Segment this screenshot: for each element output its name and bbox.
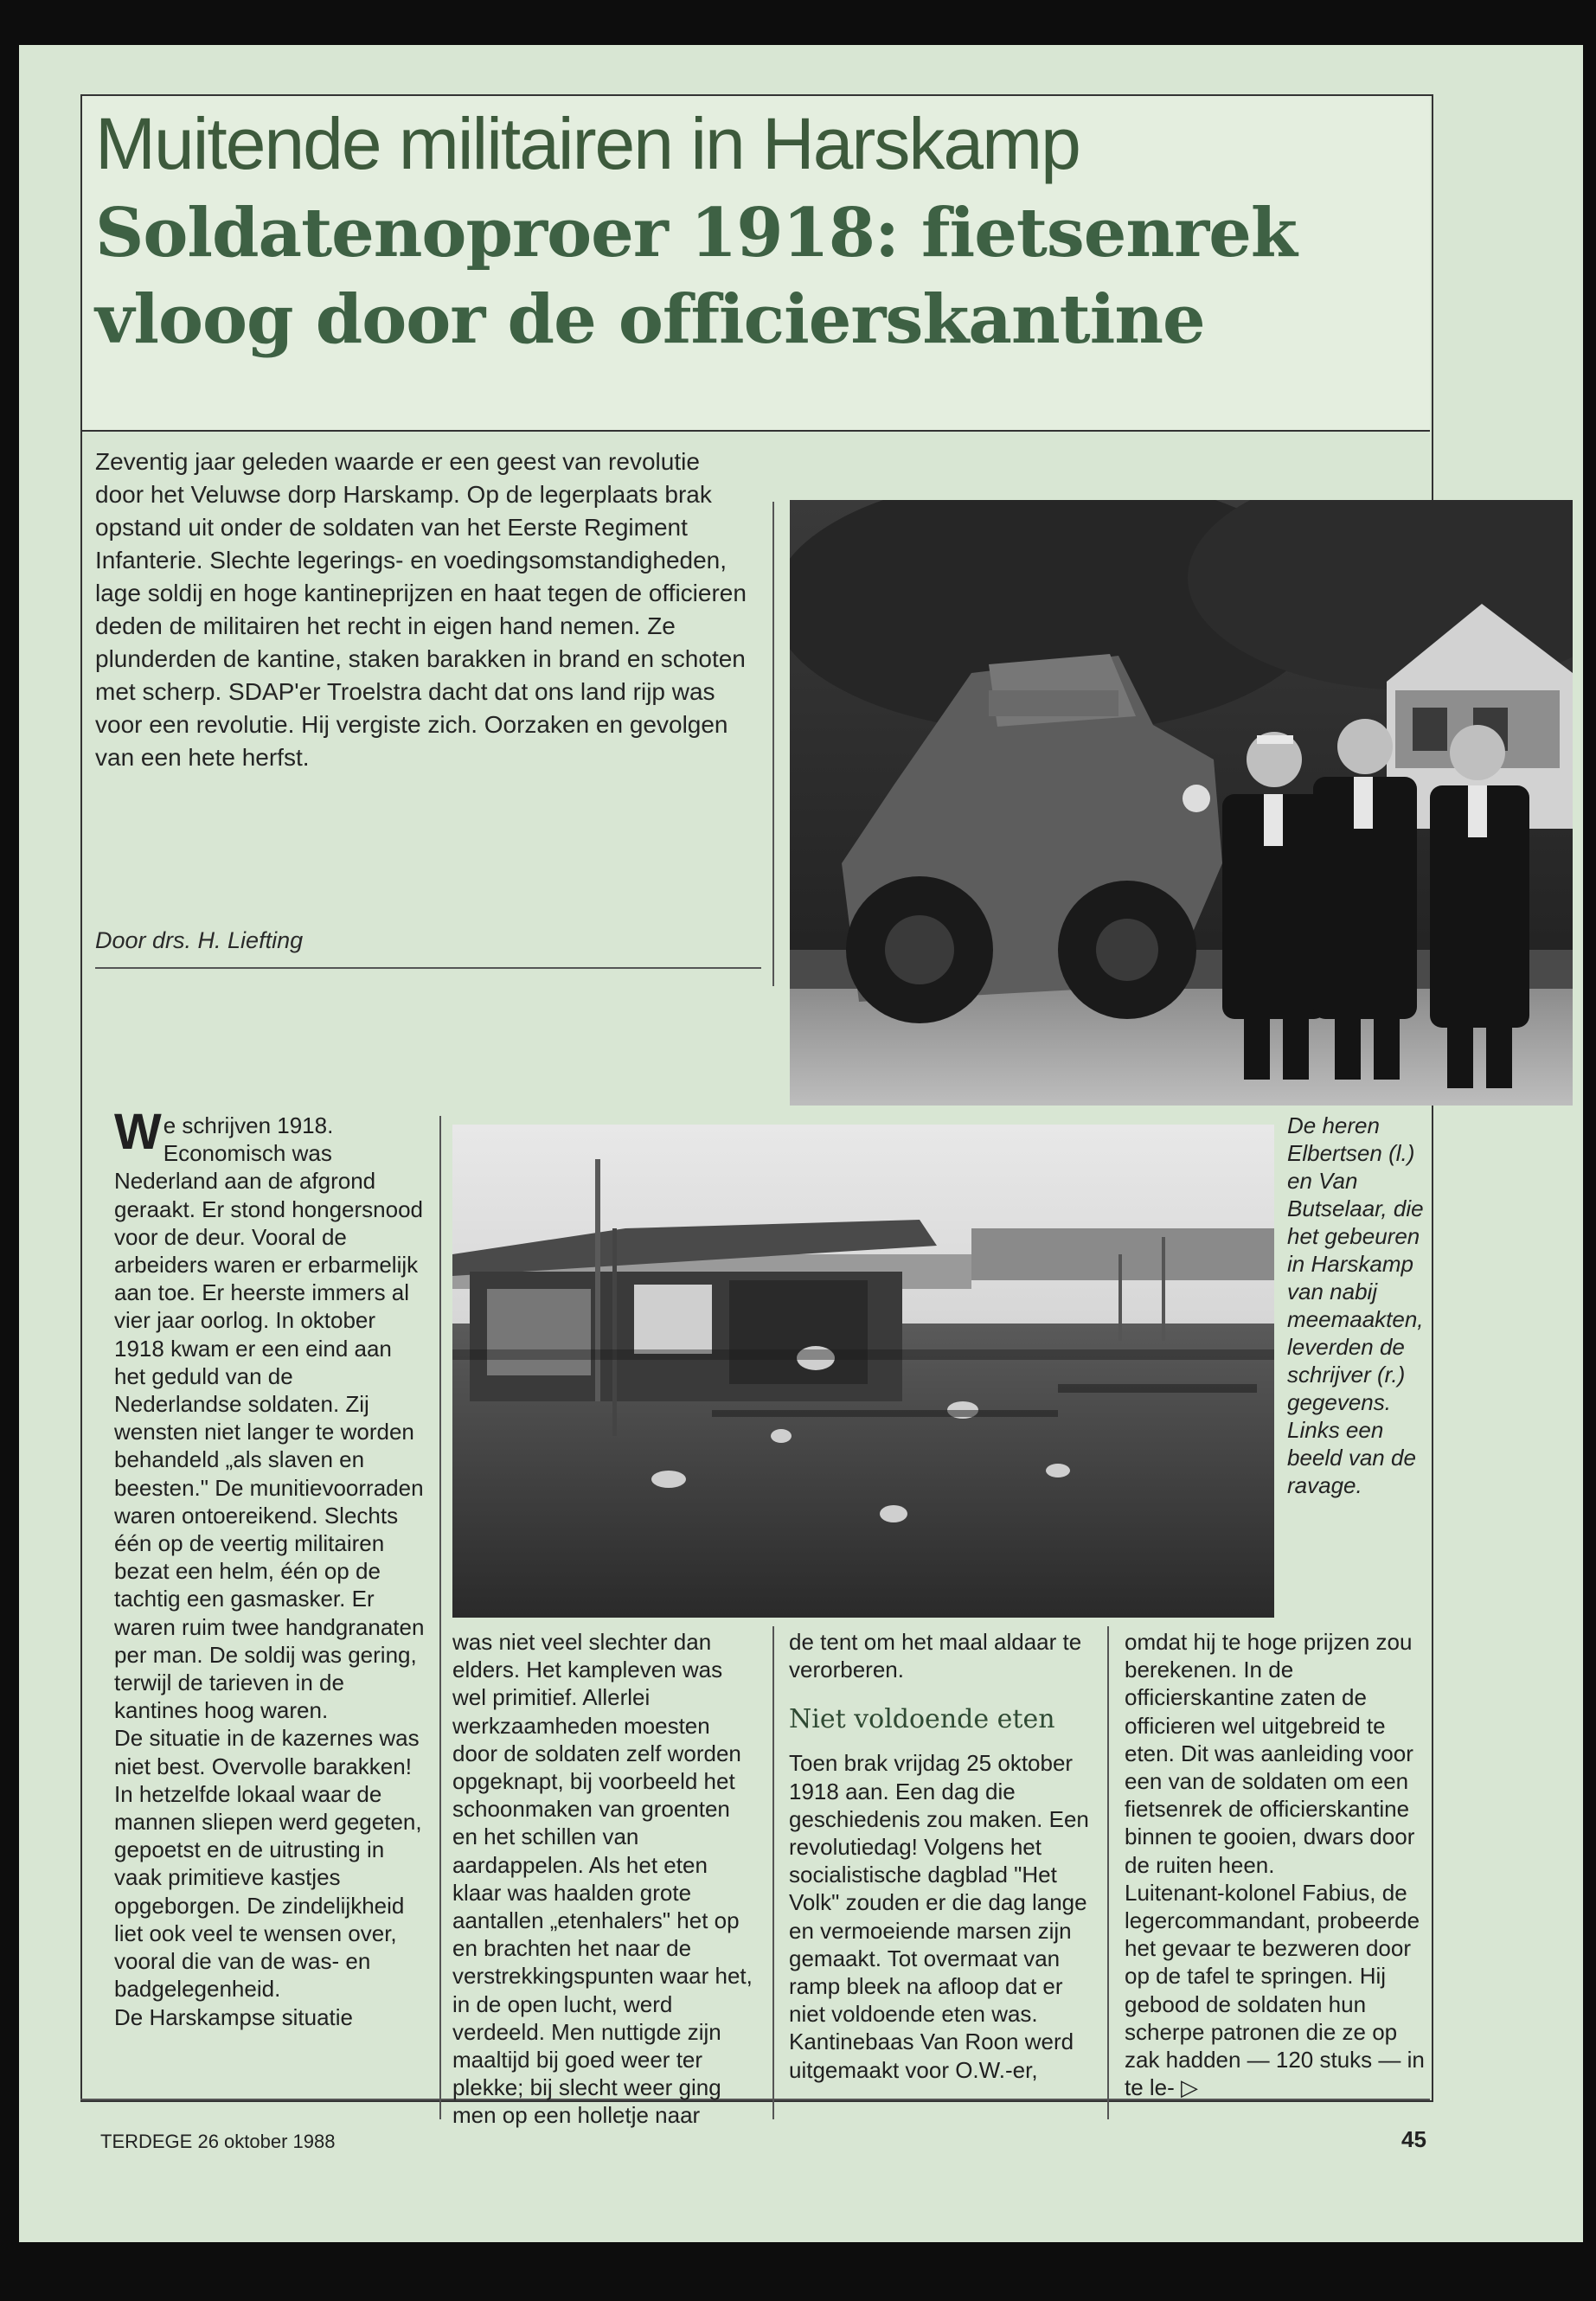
drop-cap: W	[114, 1104, 162, 1160]
column-rule-1	[439, 1116, 441, 2119]
scan-edge	[0, 52, 19, 2301]
byline: Door drs. H. Liefting	[95, 927, 304, 953]
subheading: Niet voldoende eten	[789, 1704, 1055, 1735]
photo-caption: De heren Elbertsen (l.) en Van Butselaar, die het gebeuren in Harskamp van nabij meemaakten, leverden de schrijver (r.) gegevens. Links een beeld van de ravage.	[1287, 1112, 1424, 1498]
col2-paragraph: was niet veel slechter dan elders. Het kampleven was wel primitief. Allerlei werkzaamheden moesten door de soldaten zelf worden opgeknapt, bij voorbeeld het schoonmaken van groenten en het schillen van aardappelen. Als het eten klaar was haalden grote aantallen „etenhalers" het op en brachten het naar de verstrekkingspunten waar het, in de open lucht, werd verdeeld. Men nuttigde zijn maaltijd bij goed weer ter plekke; bij slecht weer ging men op een holletje naar	[452, 1629, 753, 2129]
lead-paragraph: Zeventig jaar geleden waarde er een geest van revolutie door het Veluwse dorp Harskamp. Op de legerplaats brak opstand uit onder de soldaten van het Eerste Regiment Infanterie. Slechte legerings- en voedingsomstandigheden, lage soldij en hoge kantineprijzen en haat tegen de officieren deden de militairen het recht in eigen hand nemen. Ze plunderden de kantine, staken barakken in brand en schoten met scherp. SDAP'er Troelstra dacht dat ons land rijp was voor een revolutie. Hij vergiste zich. Oorzaken en gevolgen van een hete herfst.	[95, 448, 747, 771]
col4-paragraph-2: Luitenant-kolonel Fabius, de legercommandant, probeerde het gevaar te bezweren door op de tafel te springen. Hij gebood de soldaten hun scherpe patronen die ze op zak hadden — 120 stuks — in te le- ▷	[1125, 1879, 1425, 2101]
publication-footer: TERDEGE 26 oktober 1988	[100, 2131, 336, 2152]
col1-paragraph-3: De Harskampse situatie	[114, 2003, 353, 2030]
column-4	[1125, 1628, 1427, 2101]
photo-ravage	[452, 1125, 1274, 1618]
column-rule-2	[772, 1626, 774, 2119]
kicker-title: Muitende militairen in Harskamp	[95, 103, 1080, 184]
photo-armored-car	[790, 500, 1573, 1106]
column-3	[789, 1628, 1096, 2084]
column-2	[452, 1628, 760, 2130]
byline-rule	[95, 967, 761, 969]
col1-paragraph-2: De situatie in de kazernes was niet best. Overvolle barakken! In hetzelfde lokaal waar de mannen sliepen werd gegeten, gepoetst en de uitrusting in vaak primitieve kastjes opgeborgen. De zindelijkheid liet ook veel te wensen over, vooral die van de was- en badgelegenheid.	[114, 1725, 422, 2003]
page-number: 45	[1401, 2126, 1426, 2152]
column-1	[114, 1104, 426, 2031]
column-rule-3	[1107, 1626, 1109, 2119]
col3-paragraph-1: de tent om het maal aldaar te verorberen.	[789, 1629, 1082, 1683]
headline: Soldatenoproer 1918: fietsenrek vloog door de officierskantine	[95, 194, 1297, 359]
col4-paragraph-1: omdat hij te hoge prijzen zou berekenen. In de officierskantine zaten de officieren wel uitgebreid te eten. Dit was aanleiding voor een van de soldaten om een fietsenrek de officierskantine binnen te gooien, dwars door de ruiten heen.	[1125, 1629, 1415, 1878]
col3-paragraph-2: Toen brak vrijdag 25 oktober 1918 aan. Een dag die geschiedenis zou maken. Een revolutiedag! Volgens het socialistische dagblad "Het Volk" zouden er die dag lange en vermoeiende marsen zijn gemaakt. Tot overmaat van ramp bleek na afloop dat er niet voldoende eten was. Kantinebaas Van Roon werd uitgemaakt voor O.W.-er,	[789, 1750, 1089, 2083]
col1-paragraph-1: e schrijven 1918. Economisch was Nederland aan de afgrond geraakt. Er stond hongersnood voor de deur. Vooral de arbeiders waren er erbarmelijk aan toe. Er heerste immers al vier jaar oorlog. In oktober 1918 kwam er een eind aan het geduld van de Nederlandse soldaten. Zij wensten niet langer te worden behandeld „als slaven en beesten." De munitievoorraden waren ontoereikend. Slechts één op de veertig militairen bezat een helm, één op de tachtig een gasmasker. Er waren ruim twee handgranaten per man. De soldij was gering, terwijl de tarieven in de kantines hoog waren.	[114, 1112, 425, 1724]
lead-column-rule	[772, 502, 774, 986]
